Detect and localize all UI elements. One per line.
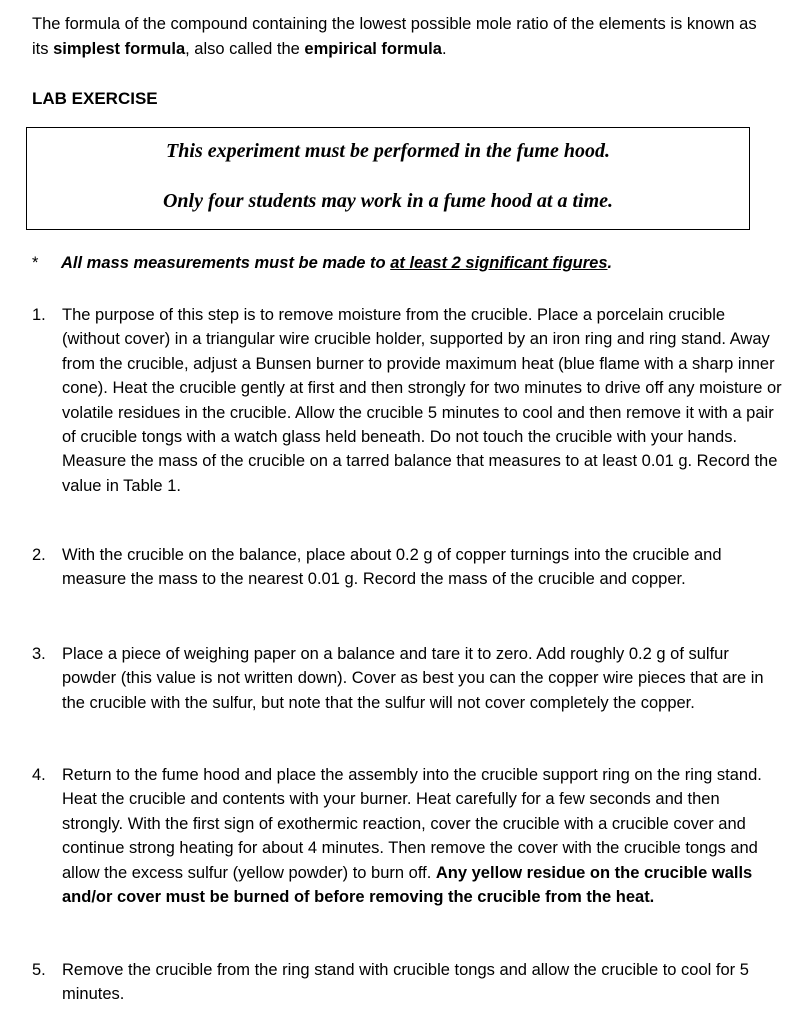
- step-number: 4.: [32, 766, 46, 784]
- note-text-main: All mass measurements must be made to: [61, 254, 391, 272]
- notice-line-fume-hood: This experiment must be performed in the fume hood.: [166, 140, 610, 162]
- simplest-formula-term: simplest formula: [53, 40, 186, 58]
- note-text-underlined: at least 2 significant figures: [390, 254, 608, 272]
- note-text-end: .: [607, 254, 613, 272]
- fume-hood-notice-box: [26, 127, 750, 230]
- step-number: 3.: [32, 645, 46, 663]
- step-text: [62, 543, 784, 592]
- intro-paragraph: [32, 12, 772, 62]
- empirical-formula-term: empirical formula: [304, 40, 442, 58]
- step-text-main: Place a piece of weighing paper on a balance and tare it to zero. Add roughly 0.2 g of sulfur powder (this value is not written down). Cover as best you can the copper wire pieces that are in the crucible with the sulfur, but note that the sulfur will not cover completely the copper.: [62, 645, 764, 712]
- step-text: [62, 958, 784, 1007]
- intro-text-3: .: [441, 40, 447, 58]
- step-number: 5.: [32, 961, 46, 979]
- note-text: [61, 254, 612, 273]
- note-asterisk: *: [32, 254, 39, 272]
- intro-text-2: , also called the: [185, 40, 305, 58]
- step-text-bold: Any yellow residue on the crucible walls and/or cover must be burned of before removing the crucible from the heat.: [62, 863, 753, 907]
- step-number: 1.: [32, 306, 46, 324]
- notice-line-four-students: Only four students may work in a fume hood at a time.: [162, 190, 614, 212]
- step-text-main: With the crucible on the balance, place about 0.2 g of copper turnings into the crucible and measure the mass to the nearest 0.01 g. Record the mass of the crucible and copper.: [62, 546, 722, 589]
- intro-text-1: The formula of the compound containing the lowest possible mole ratio of the elements is known as its: [32, 15, 757, 58]
- step-text-main: Return to the fume hood and place the assembly into the crucible support ring on the ring stand. Heat the crucible and contents with your burner. Heat carefully for a few seconds and then strongly. With the first sign of exothermic reaction, cover the crucible with a crucible cover and continue strong heating for about 4 minutes. Then remove the cover with the crucible tongs and allow the excess sulfur (yellow powder) to burn off.: [62, 766, 762, 882]
- step-number: 2.: [32, 546, 46, 564]
- step-text-main: Remove the crucible from the ring stand with crucible tongs and allow the crucible to cool for 5 minutes.: [62, 961, 749, 1004]
- step-text: [62, 763, 784, 909]
- step-text-main: The purpose of this step is to remove moisture from the crucible. Place a porcelain crucible (without cover) in a triangular wire crucible holder, supported by an iron ring and ring stand. Away from the crucible, adjust a Bunsen burner to provide maximum heat (blue flame with a sharp inner cone). Heat the crucible gently at first and then strongly for two minutes to drive off any moisture or volatile residues in the crucible. Allow the crucible 5 minutes to cool and then remove it with a pair of crucible tongs with a watch glass held beneath. Do not touch the crucible with your hands. Measure the mass of the crucible on a tarred balance that measures to at least 0.01 g. Record the value in Table 1.: [62, 306, 782, 495]
- step-text: [62, 642, 784, 715]
- step-text: [62, 303, 784, 498]
- lab-exercise-heading: LAB EXERCISE: [32, 89, 158, 108]
